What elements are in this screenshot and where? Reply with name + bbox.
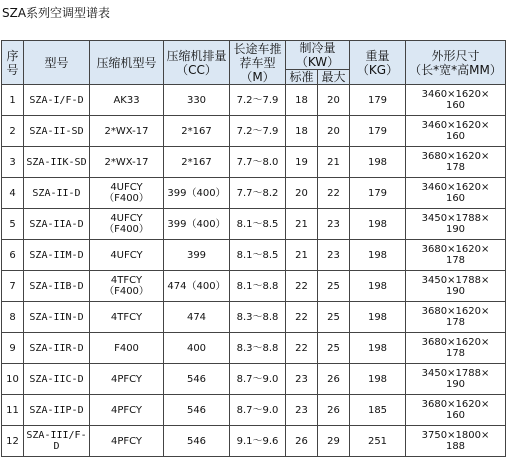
cell-no: 9 — [2, 333, 24, 364]
cell-compressor: 4UFCY （F400） — [90, 209, 164, 240]
cell-weight: 198 — [350, 271, 406, 302]
cell-cool-max: 26 — [318, 364, 350, 395]
cell-model: SZA-III/F- D — [24, 426, 90, 457]
cell-compressor: 2*WX-17 — [90, 116, 164, 147]
header-displacement: 压缩机排量 （CC） — [164, 41, 230, 85]
cell-cool-std: 23 — [286, 395, 318, 426]
cell-cool-max: 29 — [318, 426, 350, 457]
cell-cool-max: 23 — [318, 209, 350, 240]
header-no: 序 号 — [2, 41, 24, 85]
header-model: 型号 — [24, 41, 90, 85]
cell-cool-max: 23 — [318, 240, 350, 271]
cell-model: SZA-IIA-D — [24, 209, 90, 240]
cell-cool-max: 26 — [318, 395, 350, 426]
cell-model: SZA-IIM-D — [24, 240, 90, 271]
cell-vehicle: 7.2～7.9 — [230, 85, 286, 116]
cell-weight: 185 — [350, 395, 406, 426]
cell-vehicle: 7.7～8.0 — [230, 147, 286, 178]
table-row — [2, 302, 506, 333]
header-weight: 重量 （KG） — [350, 41, 406, 85]
cell-no: 2 — [2, 116, 24, 147]
cell-displacement: 400 — [164, 333, 230, 364]
cell-no: 4 — [2, 178, 24, 209]
cell-cool-std: 20 — [286, 178, 318, 209]
spec-table — [1, 40, 506, 457]
cell-model: SZA-IIR-D — [24, 333, 90, 364]
cell-cool-max: 25 — [318, 333, 350, 364]
cell-cool-std: 22 — [286, 271, 318, 302]
cell-weight: 198 — [350, 302, 406, 333]
cell-no: 8 — [2, 302, 24, 333]
cell-vehicle: 9.1～9.6 — [230, 426, 286, 457]
cell-dims: 3680×1620× 178 — [406, 302, 506, 333]
cell-vehicle: 8.1～8.5 — [230, 209, 286, 240]
cell-model: SZA-IIK-SD — [24, 147, 90, 178]
cell-compressor: 4TFCY — [90, 302, 164, 333]
cell-vehicle: 8.1～8.8 — [230, 271, 286, 302]
cell-no: 10 — [2, 364, 24, 395]
cell-vehicle: 8.1～8.5 — [230, 240, 286, 271]
header-compressor: 压缩机型号 — [90, 41, 164, 85]
cell-cool-max: 25 — [318, 271, 350, 302]
table-row — [2, 209, 506, 240]
header-vehicle: 长途车推 荐车型 （M） — [230, 41, 286, 85]
cell-compressor: AK33 — [90, 85, 164, 116]
cell-cool-std: 19 — [286, 147, 318, 178]
cell-dims: 3680×1620× 178 — [406, 333, 506, 364]
cell-cool-std: 22 — [286, 302, 318, 333]
cell-compressor: 4UFCY （F400） — [90, 178, 164, 209]
cell-compressor: 4PFCY — [90, 364, 164, 395]
table-row — [2, 116, 506, 147]
cell-vehicle: 8.7～9.0 — [230, 364, 286, 395]
cell-model: SZA-II-D — [24, 178, 90, 209]
cell-cool-std: 21 — [286, 209, 318, 240]
cell-dims: 3460×1620× 160 — [406, 116, 506, 147]
cell-cool-max: 25 — [318, 302, 350, 333]
cell-model: SZA-II-SD — [24, 116, 90, 147]
cell-displacement: 546 — [164, 395, 230, 426]
cell-dims: 3450×1788× 190 — [406, 271, 506, 302]
cell-vehicle: 7.7～8.2 — [230, 178, 286, 209]
cell-cool-max: 21 — [318, 147, 350, 178]
cell-weight: 198 — [350, 147, 406, 178]
cell-compressor: F400 — [90, 333, 164, 364]
cell-cool-max: 20 — [318, 85, 350, 116]
cell-cool-std: 18 — [286, 116, 318, 147]
cell-no: 12 — [2, 426, 24, 457]
cell-dims: 3680×1620× 178 — [406, 147, 506, 178]
cell-displacement: 546 — [164, 426, 230, 457]
cell-compressor: 4PFCY — [90, 426, 164, 457]
cell-weight: 198 — [350, 240, 406, 271]
page-title: SZA系列空调型谱表 — [2, 6, 111, 20]
cell-compressor: 4TFCY （F400） — [90, 271, 164, 302]
cell-cool-max: 22 — [318, 178, 350, 209]
cell-dims: 3750×1800× 188 — [406, 426, 506, 457]
cell-model: SZA-IIP-D — [24, 395, 90, 426]
cell-displacement: 546 — [164, 364, 230, 395]
cell-dims: 3450×1788× 190 — [406, 209, 506, 240]
cell-weight: 179 — [350, 116, 406, 147]
cell-vehicle: 8.3～8.8 — [230, 302, 286, 333]
cell-model: SZA-IIB-D — [24, 271, 90, 302]
table-row — [2, 333, 506, 364]
cell-no: 6 — [2, 240, 24, 271]
cell-model: SZA-IIC-D — [24, 364, 90, 395]
table-row — [2, 364, 506, 395]
cell-weight: 251 — [350, 426, 406, 457]
cell-displacement: 330 — [164, 85, 230, 116]
cell-displacement: 399（400） — [164, 178, 230, 209]
cell-vehicle: 7.2～7.9 — [230, 116, 286, 147]
cell-dims: 3680×1620× 178 — [406, 240, 506, 271]
table-row — [2, 271, 506, 302]
cell-displacement: 399 — [164, 240, 230, 271]
cell-cool-std: 18 — [286, 85, 318, 116]
cell-weight: 179 — [350, 85, 406, 116]
cell-weight: 179 — [350, 178, 406, 209]
cell-model: SZA-I/F-D — [24, 85, 90, 116]
cell-cool-std: 26 — [286, 426, 318, 457]
cell-displacement: 2*167 — [164, 116, 230, 147]
cell-dims: 3450×1788× 190 — [406, 364, 506, 395]
cell-weight: 198 — [350, 364, 406, 395]
table-row — [2, 426, 506, 457]
cell-cool-std: 22 — [286, 333, 318, 364]
cell-no: 7 — [2, 271, 24, 302]
cell-dims: 3680×1620× 160 — [406, 395, 506, 426]
cell-compressor: 4PFCY — [90, 395, 164, 426]
table-row — [2, 395, 506, 426]
cell-cool-std: 21 — [286, 240, 318, 271]
table-row — [2, 240, 506, 271]
cell-displacement: 399（400） — [164, 209, 230, 240]
header-cooling-max: 最大 — [318, 70, 350, 85]
cell-cool-max: 20 — [318, 116, 350, 147]
cell-compressor: 4UFCY — [90, 240, 164, 271]
header-cooling: 制冷量 （KW） — [286, 41, 350, 70]
cell-cool-std: 23 — [286, 364, 318, 395]
header-cooling-std: 标准 — [286, 70, 318, 85]
cell-model: SZA-IIN-D — [24, 302, 90, 333]
cell-displacement: 474 — [164, 302, 230, 333]
table-row — [2, 178, 506, 209]
cell-compressor: 2*WX-17 — [90, 147, 164, 178]
cell-dims: 3460×1620× 160 — [406, 85, 506, 116]
cell-no: 1 — [2, 85, 24, 116]
cell-weight: 198 — [350, 209, 406, 240]
table-row — [2, 147, 506, 178]
cell-no: 11 — [2, 395, 24, 426]
cell-displacement: 474（400） — [164, 271, 230, 302]
table-row — [2, 85, 506, 116]
cell-displacement: 2*167 — [164, 147, 230, 178]
header-dims: 外形尺寸 （长*宽*高MM） — [406, 41, 506, 85]
cell-dims: 3460×1620× 160 — [406, 178, 506, 209]
cell-vehicle: 8.7～9.0 — [230, 395, 286, 426]
cell-no: 3 — [2, 147, 24, 178]
cell-vehicle: 8.3～8.8 — [230, 333, 286, 364]
cell-no: 5 — [2, 209, 24, 240]
cell-weight: 198 — [350, 333, 406, 364]
